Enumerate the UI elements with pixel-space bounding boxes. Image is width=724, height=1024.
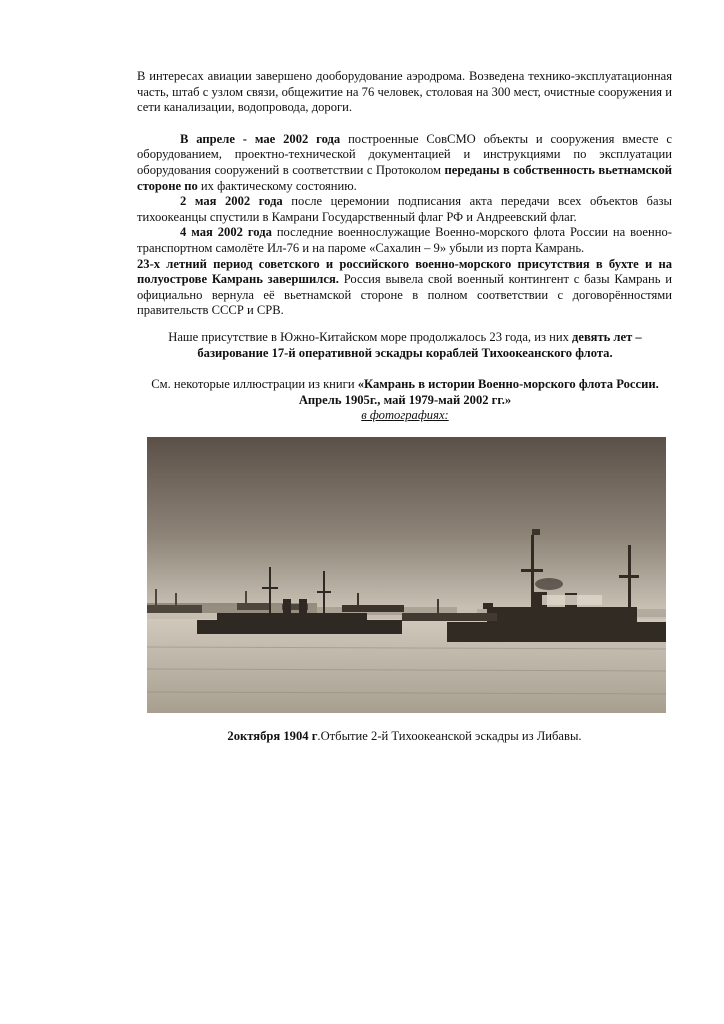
- photo-image: [147, 437, 666, 713]
- paragraph-period-ended: 23-х летний период советского и российского военно-морского присутствия в бухте и на полуострове Камрань завершился. Россия вывела свой военный контингент с базы Камрань и официально вернула её вьетнамской стороне в полном соответствии с договорённостями правительств СССР и СРВ.: [137, 256, 673, 318]
- paragraph-airfield: В интересах авиации завершено дооборудование аэродрома. Возведена технико-эксплуатационная часть, штаб с узлом связи, общежитие на 76 человек, столовая на 300 мест, очистные сооружения и сети канализации, водопровода, дороги.: [137, 69, 672, 115]
- in-photos-label: в фотографиях:: [361, 408, 449, 423]
- paragraph-transfer: В апреле - мае 2002 года построенные СовСМО объекты и сооружения вместе с оборудованием, проектно-технической документацией и инструкциями по эксплуатации оборудования сооружений в соответствии с Протоколом переданы в собственность вьетнамской стороне по их фактическому состоянию.: [137, 131, 672, 193]
- paragraph-presence: Наше присутствие в Южно-Китайском море продолжалось 23 года, из них девять лет – базирование 17-й оперативной эскадры кораблей Тихоокеанского флота.: [168, 330, 642, 360]
- photo-caption: 2октября 1904 г.Отбытие 2-й Тихоокеанской эскадры из Либавы.: [227, 729, 582, 743]
- body-text: [137, 69, 672, 319]
- paragraph-departure: 4 мая 2002 года последние военнослужащие Военно-морского флота России на военно-транспортном самолёте Ил-76 и на пароме «Сахалин – 9» убыли из порта Камрань.: [137, 225, 672, 255]
- historical-photo-squadron: [147, 437, 666, 713]
- paragraph-flag-ceremony: 2 мая 2002 года после церемонии подписания акта передачи всех объектов базы тихоокеанцы спустили в Камрани Государственный флаг РФ и Андреевский флаг.: [137, 194, 672, 224]
- paragraph-book-reference: См. некоторые иллюстрации из книги «Камрань в истории Военно-морского флота России. Апрель 1905г., май 1979-май 2002 гг.» в фотографиях:: [151, 377, 659, 423]
